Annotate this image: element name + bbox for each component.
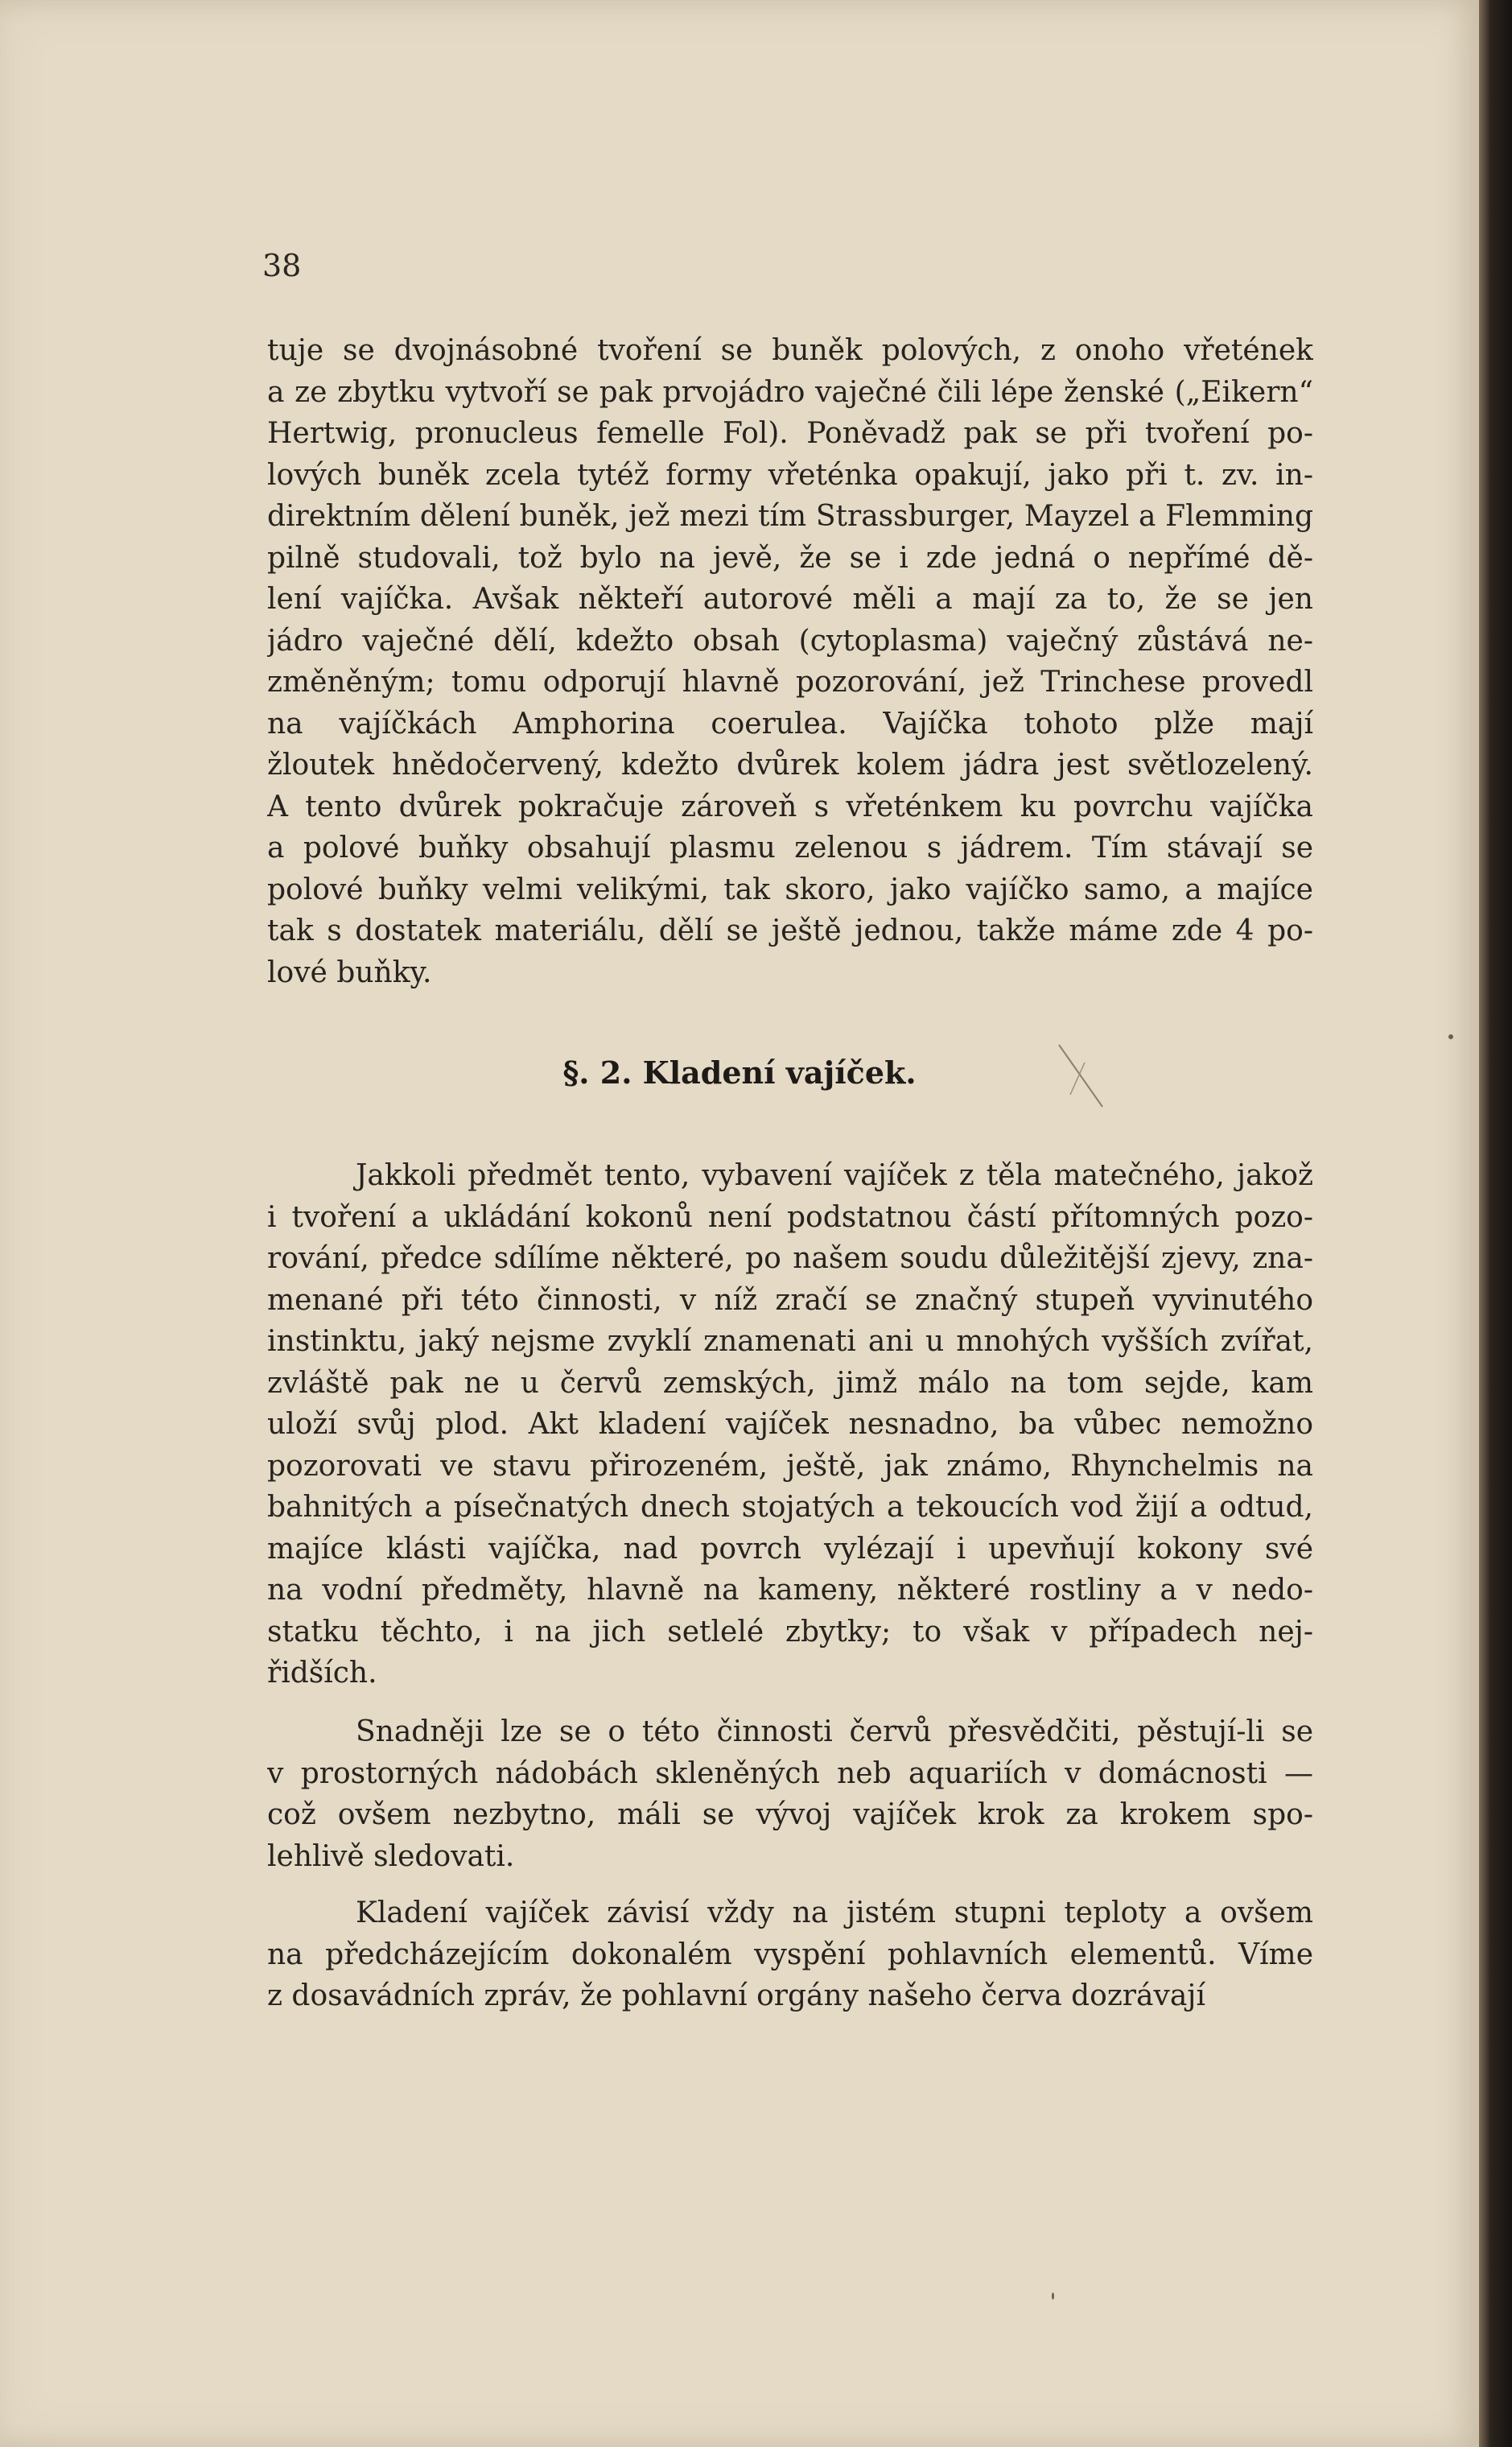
text-line: pozorovati ve stavu přirozeném, ještě, jak známo, Rhynchelmis na	[267, 1449, 1313, 1483]
text-line: a polové buňky obsahují plasmu zelenou s jádrem. Tím stávají se	[267, 831, 1313, 864]
binding-edge	[1479, 0, 1512, 2447]
text-line: lení vajíčka. Avšak někteří autorové měli a mají za to, že se jen	[267, 583, 1313, 616]
text-line: instinktu, jaký nejsme zvyklí znamenati ani u mnohých vyšších zvířat,	[267, 1325, 1313, 1358]
page-number: 38	[262, 248, 302, 283]
section-heading: §. 2. Kladení vajíček.	[562, 1054, 917, 1091]
text-line: zvláště pak ne u červů zemských, jimž málo na tom sejde, kam	[267, 1366, 1313, 1400]
text-line: což ovšem nezbytno, máli se vývoj vajíček krok za krokem spo-	[267, 1798, 1313, 1831]
text-line: žloutek hnědočervený, kdežto dvůrek kolem jádra jest světlozelený.	[267, 749, 1313, 782]
text-line: lových buněk zcela tytéž formy vřeténka opakují, jako při t. zv. in-	[267, 458, 1313, 492]
text-line: na předcházejícím dokonalém vyspění pohlavních elementů. Víme	[267, 1937, 1313, 1971]
text-line: lehlivě sledovati.	[267, 1839, 515, 1873]
pencil-x-mark	[1053, 1038, 1109, 1111]
text-line: pilně studovali, tož bylo na jevě, že se i zde jedná o nepřímé dě-	[267, 541, 1313, 575]
paragraph-4	[267, 1892, 1313, 2017]
text-line: uloží svůj plod. Akt kladení vajíček nesnadno, ba vůbec nemožno	[267, 1408, 1313, 1441]
paragraph-2	[267, 1155, 1313, 1694]
text-line: změněným; tomu odporují hlavně pozorování, jež Trinchese provedl	[267, 666, 1313, 699]
paragraph-3	[267, 1711, 1313, 1877]
text-line: jádro vaječné dělí, kdežto obsah (cytoplasma) vaječný zůstává ne-	[267, 624, 1313, 658]
text-line: řidších.	[267, 1657, 377, 1690]
text-line: tuje se dvojnásobné tvoření se buněk polových, z onoho vřetének	[267, 334, 1313, 367]
text-line: menané při této činnosti, v níž zračí se značný stupeň vyvinutého	[267, 1283, 1313, 1317]
paper-speck	[1052, 2292, 1054, 2300]
text-line: na vodní předměty, hlavně na kameny, některé rostliny a v nedo-	[267, 1574, 1313, 1607]
text-line: A tento dvůrek pokračuje zároveň s vřeténkem ku povrchu vajíčka	[267, 790, 1313, 823]
text-line: Hertwig, pronucleus femelle Fol). Poněvadž pak se při tvoření po-	[267, 417, 1313, 450]
text-line: direktním dělení buněk, jež mezi tím Strassburger, Mayzel a Flemming	[267, 500, 1313, 533]
paper-speck	[1448, 1034, 1453, 1039]
text-line: tak s dostatek materiálu, dělí se ještě jednou, takže máme zde 4 po-	[267, 914, 1313, 947]
text-line: bahnitých a písečnatých dnech stojatých a tekoucích vod žijí a odtud,	[267, 1491, 1313, 1524]
text-line: a ze zbytku vytvoří se pak prvojádro vaječné čili lépe ženské („Eikern“	[267, 375, 1313, 409]
text-line: na vajíčkách Amphorina coerulea. Vajíčka tohoto plže mají	[267, 707, 1313, 741]
text-line: majíce klásti vajíčka, nad povrch vylézají i upevňují kokony své	[267, 1532, 1313, 1566]
text-line: Snadněji lze se o této činnosti červů přesvědčiti, pěstují-li se	[356, 1715, 1313, 1748]
paragraph-1	[267, 330, 1313, 993]
text-line: polové buňky velmi velikými, tak skoro, jako vajíčko samo, a majíce	[267, 873, 1313, 906]
text-line: Kladení vajíček závisí vždy na jistém stupni teploty a ovšem	[356, 1896, 1313, 1929]
text-line: rování, předce sdílíme některé, po našem soudu důležitější zjevy, zna-	[267, 1242, 1313, 1275]
text-line: statku těchto, i na jich setlelé zbytky; to však v případech nej-	[267, 1615, 1313, 1649]
text-line: Jakkoli předmět tento, vybavení vajíček z těla matečného, jakož	[356, 1159, 1313, 1192]
text-line: z dosavádních zpráv, že pohlavní orgány našeho červa dozrávají	[267, 1979, 1205, 2012]
text-line: v prostorných nádobách skleněných neb aquariích v domácnosti —	[267, 1756, 1313, 1790]
text-line: i tvoření a ukládání kokonů není podstatnou částí přítomných pozo-	[267, 1200, 1313, 1234]
text-line: lové buňky.	[267, 955, 432, 989]
